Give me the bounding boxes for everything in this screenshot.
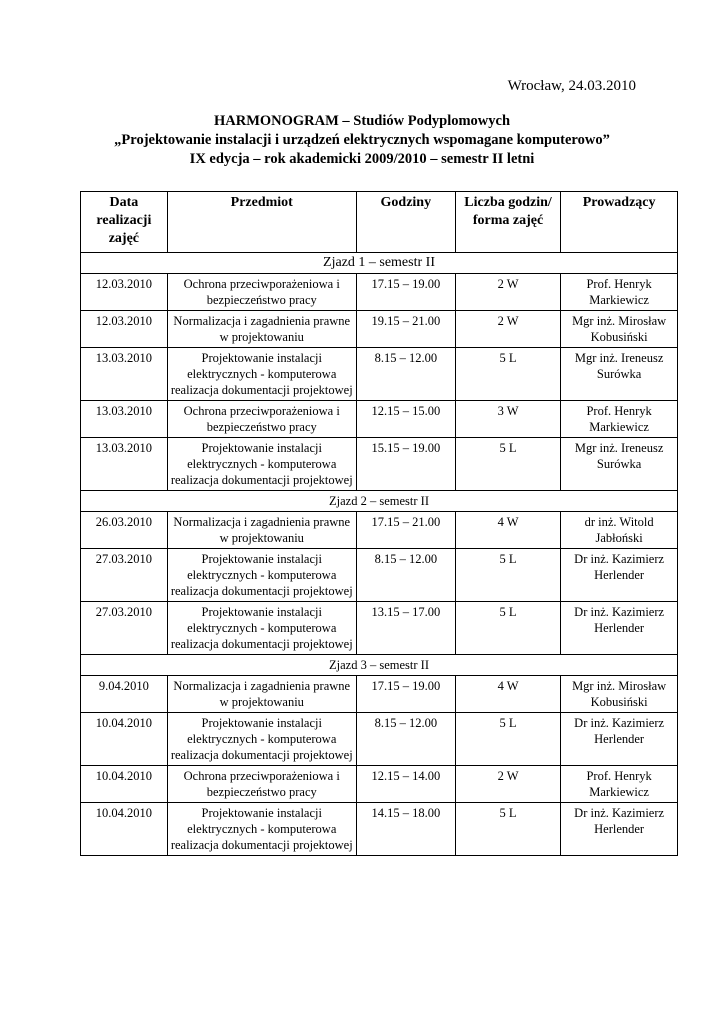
- column-header-count: Liczba godzin/ forma zajęć: [455, 192, 560, 253]
- cell-count: 2 W: [455, 766, 560, 803]
- schedule-body: [81, 253, 678, 856]
- cell-hours: 8.15 – 12.00: [356, 713, 455, 766]
- cell-hours: 8.15 – 12.00: [356, 348, 455, 401]
- cell-hours: 13.15 – 17.00: [356, 602, 455, 655]
- cell-date: 12.03.2010: [81, 311, 168, 348]
- header-title: HARMONOGRAM – Studiów Podyplomowych: [213, 113, 511, 129]
- cell-hours: 15.15 – 19.00: [356, 438, 455, 491]
- header-edition: IX edycja – rok akademicki 2009/2010 – semestr II letni: [189, 151, 535, 167]
- cell-date: 13.03.2010: [81, 438, 168, 491]
- table-row: [81, 438, 678, 491]
- cell-count: 4 W: [455, 676, 560, 713]
- zjazd-title: Zjazd 2 – semestr II: [81, 491, 678, 512]
- cell-subject: Projektowanie instalacji elektrycznych - komputerowa realizacja dokumentacji projektowej: [167, 438, 356, 491]
- cell-lecturer: Dr inż. Kazimierz Herlender: [561, 602, 678, 655]
- table-row: [81, 713, 678, 766]
- cell-lecturer: Mgr inż. Mirosław Kobusiński: [561, 676, 678, 713]
- table-row: [81, 512, 678, 549]
- cell-hours: 17.15 – 19.00: [356, 274, 455, 311]
- document-header: [0, 112, 724, 169]
- cell-date: 26.03.2010: [81, 512, 168, 549]
- cell-date: 27.03.2010: [81, 602, 168, 655]
- column-header-lecturer: Prowadzący: [561, 192, 678, 253]
- cell-date: 10.04.2010: [81, 713, 168, 766]
- cell-hours: 19.15 – 21.00: [356, 311, 455, 348]
- cell-hours: 12.15 – 15.00: [356, 401, 455, 438]
- cell-lecturer: Mgr inż. Mirosław Kobusiński: [561, 311, 678, 348]
- header-program: „Projektowanie instalacji i urządzeń elektrycznych wspomagane komputerowo”: [114, 132, 610, 148]
- cell-subject: Projektowanie instalacji elektrycznych - komputerowa realizacja dokumentacji projektowej: [167, 602, 356, 655]
- place-date: Wrocław, 24.03.2010: [507, 78, 636, 94]
- column-header-date: Data realizacji zajęć: [81, 192, 168, 253]
- cell-hours: 8.15 – 12.00: [356, 549, 455, 602]
- cell-date: 10.04.2010: [81, 803, 168, 856]
- cell-subject: Normalizacja i zagadnienia prawne w projektowaniu: [167, 512, 356, 549]
- cell-lecturer: Prof. Henryk Markiewicz: [561, 766, 678, 803]
- zjazd-row: [81, 253, 678, 274]
- table-row: [81, 602, 678, 655]
- cell-date: 12.03.2010: [81, 274, 168, 311]
- table-row: [81, 401, 678, 438]
- cell-lecturer: Mgr inż. Ireneusz Surówka: [561, 348, 678, 401]
- cell-subject: Ochrona przeciwporażeniowa i bezpieczeństwo pracy: [167, 401, 356, 438]
- column-header-subject: Przedmiot: [167, 192, 356, 253]
- zjazd-title: Zjazd 1 – semestr II: [81, 253, 678, 274]
- cell-count: 2 W: [455, 311, 560, 348]
- zjazd-row: [81, 491, 678, 512]
- table-row: [81, 311, 678, 348]
- cell-lecturer: Mgr inż. Ireneusz Surówka: [561, 438, 678, 491]
- table-row: [81, 766, 678, 803]
- cell-subject: Projektowanie instalacji elektrycznych - komputerowa realizacja dokumentacji projektowej: [167, 549, 356, 602]
- table-row: [81, 676, 678, 713]
- cell-lecturer: dr inż. Witold Jabłoński: [561, 512, 678, 549]
- cell-subject: Ochrona przeciwporażeniowa i bezpieczeństwo pracy: [167, 766, 356, 803]
- cell-date: 9.04.2010: [81, 676, 168, 713]
- cell-hours: 14.15 – 18.00: [356, 803, 455, 856]
- cell-subject: Projektowanie instalacji elektrycznych - komputerowa realizacja dokumentacji projektowej: [167, 713, 356, 766]
- cell-date: 10.04.2010: [81, 766, 168, 803]
- cell-lecturer: Dr inż. Kazimierz Herlender: [561, 549, 678, 602]
- cell-hours: 17.15 – 19.00: [356, 676, 455, 713]
- cell-lecturer: Prof. Henryk Markiewicz: [561, 274, 678, 311]
- cell-count: 5 L: [455, 438, 560, 491]
- cell-hours: 17.15 – 21.00: [356, 512, 455, 549]
- table-row: [81, 274, 678, 311]
- cell-lecturer: Dr inż. Kazimierz Herlender: [561, 803, 678, 856]
- cell-count: 5 L: [455, 549, 560, 602]
- column-header-hours: Godziny: [356, 192, 455, 253]
- cell-date: 13.03.2010: [81, 348, 168, 401]
- table-row: [81, 549, 678, 602]
- cell-date: 13.03.2010: [81, 401, 168, 438]
- cell-hours: 12.15 – 14.00: [356, 766, 455, 803]
- cell-subject: Normalizacja i zagadnienia prawne w projektowaniu: [167, 676, 356, 713]
- table-header-row: [81, 192, 678, 253]
- cell-lecturer: Prof. Henryk Markiewicz: [561, 401, 678, 438]
- schedule-table: [80, 191, 678, 856]
- cell-date: 27.03.2010: [81, 549, 168, 602]
- zjazd-title: Zjazd 3 – semestr II: [81, 655, 678, 676]
- cell-count: 5 L: [455, 713, 560, 766]
- zjazd-row: [81, 655, 678, 676]
- cell-lecturer: Dr inż. Kazimierz Herlender: [561, 713, 678, 766]
- cell-count: 5 L: [455, 348, 560, 401]
- cell-subject: Ochrona przeciwporażeniowa i bezpieczeństwo pracy: [167, 274, 356, 311]
- cell-count: 5 L: [455, 803, 560, 856]
- table-row: [81, 348, 678, 401]
- cell-subject: Projektowanie instalacji elektrycznych - komputerowa realizacja dokumentacji projektowej: [167, 348, 356, 401]
- cell-count: 2 W: [455, 274, 560, 311]
- cell-count: 4 W: [455, 512, 560, 549]
- cell-count: 5 L: [455, 602, 560, 655]
- cell-count: 3 W: [455, 401, 560, 438]
- cell-subject: Projektowanie instalacji elektrycznych - komputerowa realizacja dokumentacji projektowej: [167, 803, 356, 856]
- cell-subject: Normalizacja i zagadnienia prawne w projektowaniu: [167, 311, 356, 348]
- table-row: [81, 803, 678, 856]
